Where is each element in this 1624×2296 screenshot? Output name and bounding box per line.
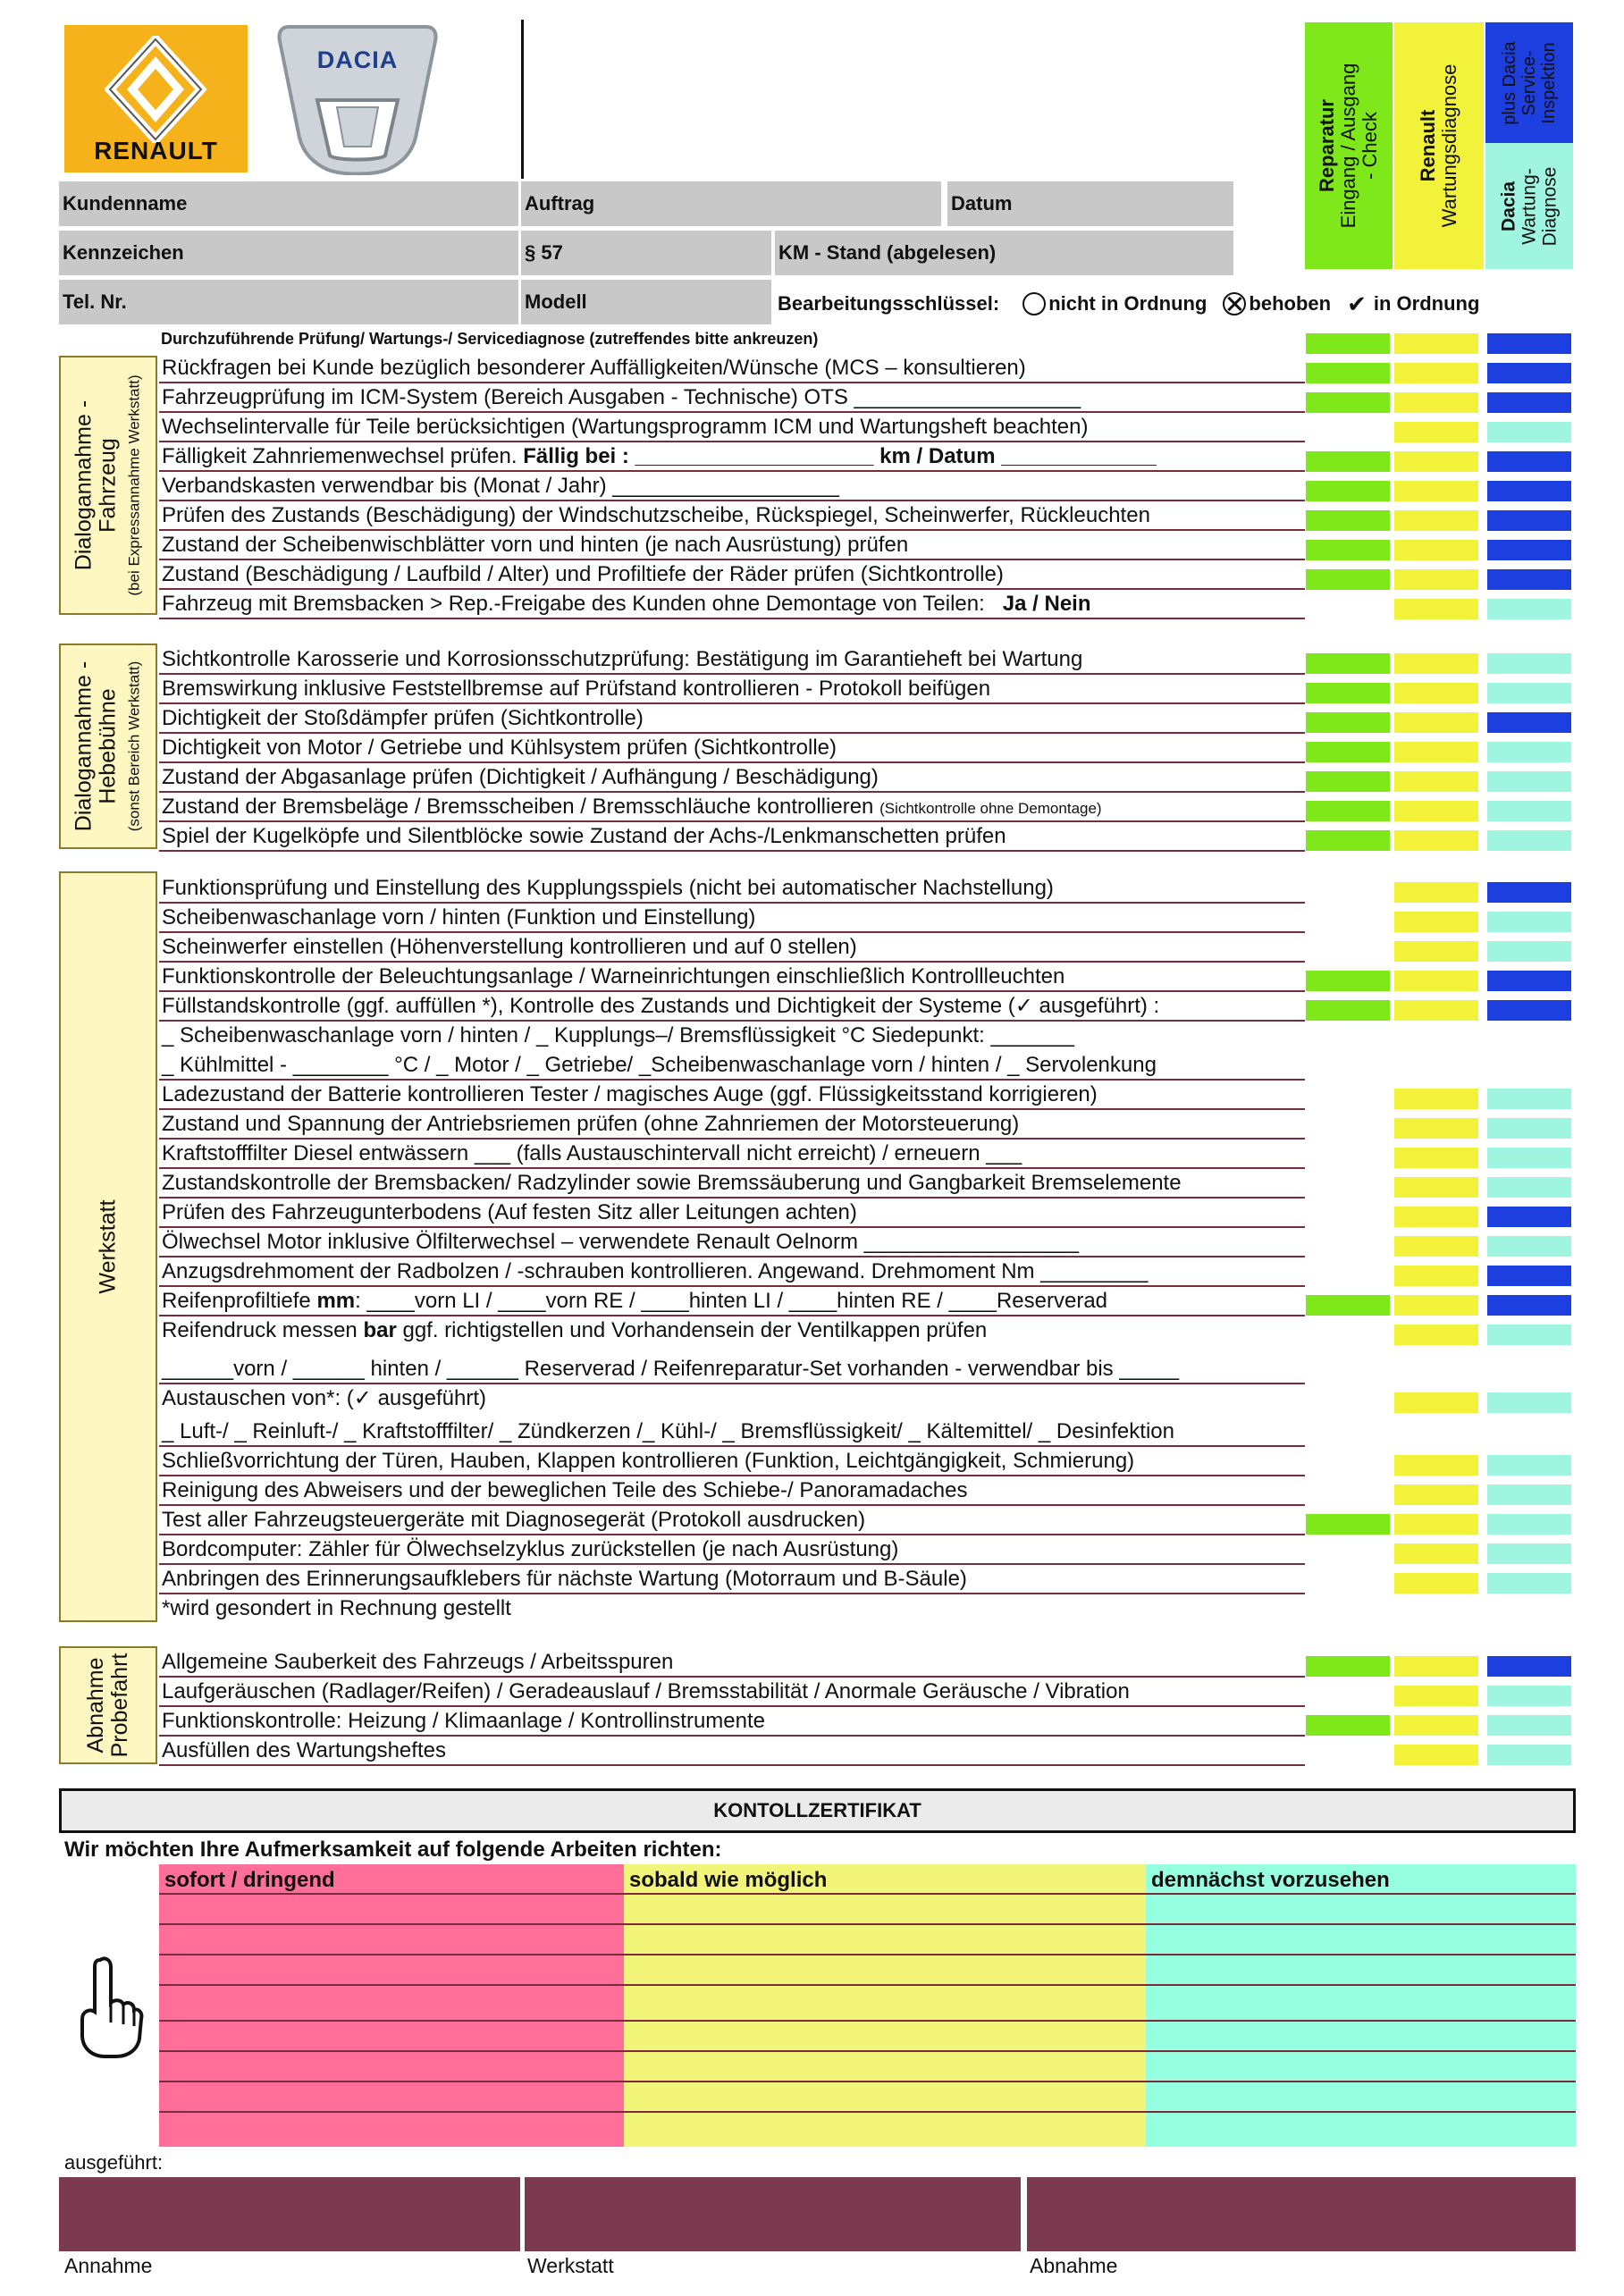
reparatur-checkbox[interactable]	[1306, 830, 1390, 851]
dacia-checkbox[interactable]	[1487, 1295, 1571, 1316]
section-label-text: Abnahme Probefahrt	[83, 1653, 132, 1758]
row-rule	[159, 732, 1305, 734]
row-rule	[159, 1735, 1305, 1737]
row-oelwechsel: Ölwechsel Motor inklusive Ölfilterwechsel – verwendete Renault Oelnorm __________________	[162, 1230, 1079, 1254]
row-karosserie: Sichtkontrolle Karosserie und Korrosionsschutzprüfung: Bestätigung im Garantieheft bei Wartung	[162, 647, 1083, 671]
reparatur-checkbox[interactable]	[1306, 1000, 1390, 1021]
row-rule	[159, 1383, 1305, 1384]
row-rule	[159, 1285, 1305, 1287]
row-rule	[159, 850, 1305, 852]
field-p57[interactable]: § 57	[521, 231, 771, 275]
renault-wordmark: RENAULT	[94, 137, 218, 164]
renault-checkbox[interactable]	[1394, 771, 1478, 792]
row-steuergeraete: Test aller Fahrzeugsteuergeräte mit Diagnosegerät (Protokoll ausdrucken)	[162, 1508, 866, 1532]
row-sauberkeit: Allgemeine Sauberkeit des Fahrzeugs / Arbeitsspuren	[162, 1650, 674, 1674]
renault-checkbox[interactable]	[1394, 1148, 1478, 1168]
checkmark-icon: ✔	[1347, 290, 1367, 317]
renault-checkbox[interactable]	[1394, 1000, 1478, 1021]
certificate-soon-header: sobald wie möglich	[629, 1868, 828, 1892]
instruction-text: Durchzuführende Prüfung/ Wartungs-/ Servicediagnose (zutreffendes bitte ankreuzen)	[161, 330, 819, 348]
row-footnote: *wird gesondert in Rechnung gestellt	[162, 1596, 511, 1620]
dacia-checkbox[interactable]	[1487, 1745, 1571, 1765]
row-batterie: Ladezustand der Batterie kontrollieren Tester / magisches Auge (ggf. Flüssigkeitsstand korrigieren)	[162, 1082, 1098, 1106]
row-reifendruck-2: ______vorn / ______ hinten / ______ Reserverad / Reifenreparatur-Set vorhanden - verwendbar bis _____	[162, 1357, 1180, 1381]
dacia-checkbox[interactable]	[1487, 971, 1571, 991]
row-unterboden: Prüfen des Fahrzeugunterbodens (Auf festen Sitz aller Leitungen achten)	[162, 1200, 857, 1224]
renault-checkbox[interactable]	[1394, 801, 1478, 821]
legend-key-label: Bearbeitungsschlüssel:	[778, 292, 1000, 315]
renault-checkbox[interactable]	[1394, 422, 1478, 442]
renault-checkbox[interactable]	[1394, 599, 1478, 619]
signature-abnahme[interactable]	[1027, 2177, 1576, 2251]
row-bremsbacken: Zustandskontrolle der Bremsbacken/ Radzylinder sowie Bremssäuberung und Gangbarkeit Bremselemente	[162, 1171, 1182, 1195]
row-wartungsheft: Ausfüllen des Wartungsheftes	[162, 1738, 446, 1762]
certificate-rule	[159, 2050, 1576, 2052]
dacia-checkbox[interactable]	[1487, 1573, 1571, 1594]
dacia-checkbox[interactable]	[1487, 481, 1571, 501]
certificate-urgent-header: sofort / dringend	[164, 1868, 335, 1892]
row-kupplungsspiel: Funktionsprüfung und Einstellung des Kupplungsspiels (nicht bei automatischer Nachstellung)	[162, 876, 1054, 900]
section-label-text: Dialogannahme - Fahrzeug (bei Expressannahme Werkstatt)	[71, 374, 143, 596]
row-rule	[159, 1475, 1305, 1476]
dacia-checkbox[interactable]	[1487, 912, 1571, 932]
signature-annahme-label: Annahme	[64, 2254, 153, 2277]
section-werkstatt	[59, 871, 157, 1622]
certificate-rule	[159, 1923, 1576, 1925]
certificate-rule	[159, 2020, 1576, 2022]
renault-checkbox[interactable]	[1394, 1325, 1478, 1345]
row-rule	[159, 529, 1305, 531]
certificate-rule	[159, 2081, 1576, 2082]
reparatur-checkbox[interactable]	[1306, 712, 1390, 733]
reparatur-checkbox[interactable]	[1306, 1656, 1390, 1677]
dacia-checkbox[interactable]	[1487, 1656, 1571, 1677]
circle-x-icon	[1223, 292, 1246, 315]
row-zahnriemen: Fälligkeit Zahnriemenwechsel prüfen. Fällig bei : ____________________ km / Datum _____________	[162, 444, 1157, 468]
row-wechselintervalle: Wechselintervalle für Teile berücksichtigen (Wartungsprogramm ICM und Wartungsheft beachten)	[162, 415, 1089, 439]
renault-checkbox[interactable]	[1394, 1177, 1478, 1198]
dacia-checkbox[interactable]	[1487, 392, 1571, 413]
row-windschutzscheibe: Prüfen des Zustands (Beschädigung) der Windschutzscheibe, Rückspiegel, Scheinwerfer, Rückleuchten	[162, 503, 1150, 527]
dacia-checkbox[interactable]	[1487, 599, 1571, 619]
row-rule	[159, 902, 1305, 904]
field-auftrag[interactable]: Auftrag	[521, 181, 941, 226]
row-rule	[159, 1534, 1305, 1535]
renault-checkbox[interactable]	[1394, 1686, 1478, 1706]
renault-diamond-icon	[105, 36, 207, 143]
dacia-checkbox[interactable]	[1487, 1118, 1571, 1139]
column-reparatur	[1305, 22, 1393, 269]
row-rule	[159, 961, 1305, 963]
dacia-checkbox[interactable]	[1487, 333, 1571, 354]
column-dacia-plus	[1485, 22, 1573, 143]
renault-checkbox[interactable]	[1394, 1392, 1478, 1413]
field-datum[interactable]: Datum	[947, 181, 1233, 226]
row-rule	[159, 382, 1305, 383]
reparatur-checkbox[interactable]	[1306, 653, 1390, 674]
row-austauschen: Austauschen von*: (✓ ausgeführt)	[162, 1386, 486, 1410]
dacia-checkbox[interactable]	[1487, 1089, 1571, 1109]
dacia-checkbox[interactable]	[1487, 1543, 1571, 1564]
dacia-checkbox[interactable]	[1487, 1177, 1571, 1198]
dacia-checkbox[interactable]	[1487, 830, 1571, 851]
signature-werkstatt-label: Werkstatt	[527, 2254, 614, 2277]
row-rule	[159, 1226, 1305, 1228]
row-rule	[159, 1445, 1305, 1447]
dacia-checkbox[interactable]	[1487, 569, 1571, 590]
row-scheinwerfer: Scheinwerfer einstellen (Höhenverstellung kontrollieren und auf 0 stellen)	[162, 935, 857, 959]
dacia-checkbox[interactable]	[1487, 941, 1571, 962]
certificate-rule	[159, 1984, 1576, 1986]
legend-fixed: behoben	[1223, 292, 1331, 315]
dacia-checkbox[interactable]	[1487, 653, 1571, 674]
row-reifendruck: Reifendruck messen bar ggf. richtigstellen und Vorhandensein der Ventilkappen prüfen	[162, 1318, 988, 1342]
renault-checkbox[interactable]	[1394, 830, 1478, 851]
dacia-checkbox[interactable]	[1487, 1266, 1571, 1286]
renault-checkbox[interactable]	[1394, 1089, 1478, 1109]
row-bremswirkung: Bremswirkung inklusive Feststellbremse auf Prüfstand kontrollieren - Protokoll beifügen	[162, 677, 991, 701]
row-rule	[159, 618, 1305, 619]
dacia-shield-icon	[273, 21, 442, 175]
row-rule	[159, 820, 1305, 822]
reparatur-checkbox[interactable]	[1306, 1715, 1390, 1736]
reparatur-checkbox[interactable]	[1306, 540, 1390, 560]
certificate-title: KONTOLLZERTIFIKAT	[59, 1788, 1576, 1833]
dacia-checkbox[interactable]	[1487, 771, 1571, 792]
row-fuellstand: Füllstandskontrolle (ggf. auffüllen *), Kontrolle des Zustands und Dichtigkeit der Systeme (✓ ausgeführt) :	[162, 994, 1160, 1018]
legend	[778, 286, 1495, 322]
renault-checkbox[interactable]	[1394, 1118, 1478, 1139]
field-kennzeichen[interactable]: Kennzeichen	[59, 231, 518, 275]
certificate-later-header: demnächst vorzusehen	[1151, 1868, 1390, 1892]
renault-checkbox[interactable]	[1394, 1656, 1478, 1677]
row-bremsbelaege: Zustand der Bremsbeläge / Bremsscheiben / Bremsschläuche kontrollieren (Sichtkontrolle ohne Demontage)	[162, 795, 1102, 819]
dacia-checkbox[interactable]	[1487, 1207, 1571, 1227]
renault-checkbox[interactable]	[1394, 1484, 1478, 1505]
renault-checkbox[interactable]	[1394, 1514, 1478, 1535]
renault-checkbox[interactable]	[1394, 1236, 1478, 1257]
row-radbolzen: Anzugsdrehmoment der Radbolzen / -schrauben kontrollieren. Angewand. Drehmoment Nm _________	[162, 1259, 1149, 1283]
renault-checkbox[interactable]	[1394, 683, 1478, 703]
circle-icon	[1022, 292, 1046, 315]
renault-checkbox[interactable]	[1394, 742, 1478, 762]
row-rule	[159, 1256, 1305, 1257]
row-heizung: Funktionskontrolle: Heizung / Klimaanlage / Kontrollinstrumente	[162, 1709, 766, 1733]
row-rule	[159, 761, 1305, 763]
column-renault	[1394, 22, 1484, 269]
field-kundenname[interactable]: Kundenname	[59, 181, 518, 226]
reparatur-checkbox[interactable]	[1306, 481, 1390, 501]
row-rule	[159, 441, 1305, 442]
renault-checkbox[interactable]	[1394, 712, 1478, 733]
renault-checkbox[interactable]	[1394, 569, 1478, 590]
dacia-checkbox[interactable]	[1487, 1514, 1571, 1535]
field-modell[interactable]: Modell	[521, 280, 771, 324]
row-reifenprofil: Reifenprofiltiefe mm: ____vorn LI / ____vorn RE / ____hinten LI / ____hinten RE / ____Reserverad	[162, 1289, 1108, 1313]
row-scheibenwaschanlage: Scheibenwaschanlage vorn / hinten (Funktion und Einstellung)	[162, 905, 756, 929]
row-dichtigkeit-motor: Dichtigkeit von Motor / Getriebe und Kühlsystem prüfen (Sichtkontrolle)	[162, 736, 837, 760]
reparatur-checkbox[interactable]	[1306, 1514, 1390, 1535]
renault-checkbox[interactable]	[1394, 653, 1478, 674]
row-rule	[159, 931, 1305, 933]
row-icm: Fahrzeugprüfung im ICM-System (Bereich Ausgaben - Technische) OTS ___________________	[162, 385, 1081, 409]
renault-checkbox[interactable]	[1394, 540, 1478, 560]
row-beleuchtung: Funktionskontrolle der Beleuchtungsanlage / Warneinrichtungen einschließlich Kontrollleuchten	[162, 964, 1065, 988]
executed-label: ausgeführt:	[64, 2151, 164, 2174]
column-dacia-plus-label: plus Dacia Service- Inspektion	[1500, 40, 1559, 125]
legend-ok: ✔ in Ordnung	[1347, 290, 1480, 317]
pointing-hand-icon	[73, 1953, 145, 2060]
row-rule	[159, 1764, 1305, 1766]
dacia-checkbox[interactable]	[1487, 1484, 1571, 1505]
certificate-urgent[interactable]	[159, 1864, 624, 2147]
reparatur-checkbox[interactable]	[1306, 333, 1390, 354]
renault-checkbox[interactable]	[1394, 1455, 1478, 1476]
row-rule	[159, 1020, 1305, 1022]
renault-checkbox[interactable]	[1394, 510, 1478, 531]
certificate-rule	[159, 1893, 1576, 1895]
dacia-checkbox[interactable]	[1487, 1148, 1571, 1168]
reparatur-checkbox[interactable]	[1306, 510, 1390, 531]
row-rule	[159, 673, 1305, 675]
signature-abnahme-label: Abnahme	[1030, 2254, 1118, 2277]
section-dialogannahme-hebebuehne	[59, 643, 157, 849]
row-rule	[159, 791, 1305, 793]
reparatur-checkbox[interactable]	[1306, 1295, 1390, 1316]
row-stossdaempfer: Dichtigkeit der Stoßdämpfer prüfen (Sichtkontrolle)	[162, 706, 644, 730]
row-rule	[159, 1705, 1305, 1707]
renault-checkbox[interactable]	[1394, 882, 1478, 903]
row-kraftstofffilter: Kraftstofffilter Diesel entwässern ___ (falls Austauschintervall nicht erreicht) / erneuern ___	[162, 1141, 1022, 1165]
row-fuellstand-3: _ Kühlmittel - ________ °C / _ Motor / _ Getriebe/ _Scheibenwaschanlage vorn / hinten / _ Servolenkung	[162, 1053, 1157, 1077]
dacia-checkbox[interactable]	[1487, 1392, 1571, 1413]
row-abgasanlage: Zustand der Abgasanlage prüfen (Dichtigkeit / Aufhängung / Beschädigung)	[162, 765, 879, 789]
dacia-checkbox[interactable]	[1487, 1455, 1571, 1476]
dacia-checkbox[interactable]	[1487, 712, 1571, 733]
section-dialogannahme-fahrzeug	[59, 356, 157, 615]
field-tel-nr[interactable]: Tel. Nr.	[59, 280, 518, 324]
reparatur-checkbox[interactable]	[1306, 363, 1390, 383]
reparatur-checkbox[interactable]	[1306, 683, 1390, 703]
dacia-checkbox[interactable]	[1487, 1325, 1571, 1345]
signature-annahme[interactable]	[59, 2177, 520, 2251]
dacia-checkbox[interactable]	[1487, 363, 1571, 383]
field-km-stand[interactable]: KM - Stand (abgelesen)	[775, 231, 1233, 275]
renault-checkbox[interactable]	[1394, 912, 1478, 932]
dacia-checkbox[interactable]	[1487, 683, 1571, 703]
reparatur-checkbox[interactable]	[1306, 971, 1390, 991]
row-rule	[159, 500, 1305, 501]
row-rule	[159, 1079, 1305, 1081]
row-laufgeraeusche: Laufgeräuschen (Radlager/Reifen) / Geradeauslauf / Bremsstabilität / Anormale Geräusche / Vibration	[162, 1679, 1130, 1703]
dacia-checkbox[interactable]	[1487, 451, 1571, 472]
reparatur-checkbox[interactable]	[1306, 801, 1390, 821]
renault-checkbox[interactable]	[1394, 1573, 1478, 1594]
certificate-intro: Wir möchten Ihre Aufmerksamkeit auf folgende Arbeiten richten:	[64, 1838, 722, 1862]
renault-checkbox[interactable]	[1394, 941, 1478, 962]
dacia-checkbox[interactable]	[1487, 742, 1571, 762]
certificate-rule	[159, 2111, 1576, 2113]
row-rule	[159, 1676, 1305, 1678]
row-rule	[159, 1315, 1305, 1316]
row-antriebsriemen: Zustand und Spannung der Antriebsriemen prüfen (ohne Zahnriemen der Motorsteuerung)	[162, 1112, 1020, 1136]
certificate-soon[interactable]	[624, 1864, 1146, 2147]
dacia-checkbox[interactable]	[1487, 1715, 1571, 1736]
reparatur-checkbox[interactable]	[1306, 569, 1390, 590]
renault-checkbox[interactable]	[1394, 1295, 1478, 1316]
row-rueckfragen: Rückfragen bei Kunde bezüglich besonderer Auffälligkeiten/Wünsche (MCS – konsultieren)	[162, 356, 1026, 380]
reparatur-checkbox[interactable]	[1306, 451, 1390, 472]
dacia-logo	[273, 21, 442, 175]
column-dacia	[1485, 143, 1573, 269]
certificate-later[interactable]	[1146, 1864, 1576, 2147]
certificate-rule	[159, 1954, 1576, 1955]
row-fuellstand-2: _ Scheibenwaschanlage vorn / hinten / _ Kupplungs–/ Bremsflüssigkeit °C Siedepunkt: _______	[162, 1023, 1074, 1047]
reparatur-checkbox[interactable]	[1306, 742, 1390, 762]
section-label-text: Dialogannahme - Hebebühne (sonst Bereich Werkstatt)	[71, 660, 143, 832]
row-rule	[159, 702, 1305, 704]
row-rule	[159, 1108, 1305, 1110]
renault-checkbox[interactable]	[1394, 451, 1478, 472]
column-renault-label: Renault Wartungsdiagnose	[1417, 63, 1460, 228]
renault-checkbox[interactable]	[1394, 481, 1478, 501]
row-rule	[159, 1563, 1305, 1565]
renault-checkbox[interactable]	[1394, 971, 1478, 991]
row-bremsbacken-freigabe: Fahrzeug mit Bremsbacken > Rep.-Freigabe des Kunden ohne Demontage von Teilen: Ja / Nein	[162, 592, 1091, 616]
row-bordcomputer: Bordcomputer: Zähler für Ölwechselzyklus zurückstellen (je nach Ausrüstung)	[162, 1537, 899, 1561]
row-rule	[159, 990, 1305, 992]
renault-logo	[64, 25, 248, 172]
row-rule	[159, 1197, 1305, 1198]
renault-checkbox[interactable]	[1394, 392, 1478, 413]
reparatur-checkbox[interactable]	[1306, 392, 1390, 413]
renault-checkbox[interactable]	[1394, 1715, 1478, 1736]
legend-not-ok: nicht in Ordnung	[1022, 292, 1207, 315]
dacia-checkbox[interactable]	[1487, 1686, 1571, 1706]
row-raeder: Zustand (Beschädigung / Laufbild / Alter) und Profiltiefe der Räder prüfen (Sichtkontrolle)	[162, 562, 1004, 586]
section-abnahme-probefahrt	[59, 1646, 157, 1764]
row-schliessvorrichtung: Schließvorrichtung der Türen, Hauben, Klappen kontrollieren (Funktion, Leichtgängigkeit, Schmierung)	[162, 1449, 1135, 1473]
dacia-checkbox[interactable]	[1487, 540, 1571, 560]
signature-werkstatt[interactable]	[525, 2177, 1021, 2251]
renault-checkbox[interactable]	[1394, 1266, 1478, 1286]
row-rule	[159, 1138, 1305, 1140]
row-verbandskasten: Verbandskasten verwendbar bis (Monat / Jahr) ___________________	[162, 474, 839, 498]
row-rule	[159, 1167, 1305, 1169]
row-rule	[159, 1504, 1305, 1506]
renault-checkbox[interactable]	[1394, 363, 1478, 383]
row-rule	[159, 470, 1305, 472]
renault-checkbox[interactable]	[1394, 1543, 1478, 1564]
renault-checkbox[interactable]	[1394, 1207, 1478, 1227]
dacia-checkbox[interactable]	[1487, 510, 1571, 531]
renault-checkbox[interactable]	[1394, 1745, 1478, 1765]
row-austauschen-2: _ Luft-/ _ Reinluft-/ _ Kraftstofffilter/ _ Zündkerzen /_ Kühl-/ _ Bremsflüssigkeit/ _ Kältemittel/ _ Desinfektion	[162, 1419, 1174, 1443]
column-reparatur-label: Reparatur Eingang / Ausgang - Check	[1316, 63, 1381, 229]
dacia-checkbox[interactable]	[1487, 801, 1571, 821]
reparatur-checkbox[interactable]	[1306, 771, 1390, 792]
row-rule	[159, 559, 1305, 560]
row-rule	[159, 588, 1305, 590]
renault-checkbox[interactable]	[1394, 333, 1478, 354]
row-kugelkoepfe: Spiel der Kugelköpfe und Silentblöcke sowie Zustand der Achs-/Lenkmanschetten prüfen	[162, 824, 1006, 848]
row-erinnerungsaufkleber: Anbringen des Erinnerungsaufklebers für nächste Wartung (Motorraum und B-Säule)	[162, 1567, 967, 1591]
dacia-checkbox[interactable]	[1487, 1236, 1571, 1257]
dacia-checkbox[interactable]	[1487, 422, 1571, 442]
dacia-checkbox[interactable]	[1487, 882, 1571, 903]
row-rule	[159, 411, 1305, 413]
dacia-wordmark: DACIA	[316, 46, 399, 73]
row-schiebedach: Reinigung des Abweisers und der beweglichen Teile des Schiebe-/ Panoramadaches	[162, 1478, 968, 1502]
row-rule	[159, 1593, 1305, 1594]
column-dacia-label: Dacia Wartung- Diagnose	[1498, 166, 1561, 246]
section-label-text: Werkstatt	[95, 1199, 121, 1294]
dacia-checkbox[interactable]	[1487, 1000, 1571, 1021]
row-scheibenwischer: Zustand der Scheibenwischblätter vorn und hinten (je nach Ausrüstung) prüfen	[162, 533, 909, 557]
header-divider	[521, 20, 524, 179]
